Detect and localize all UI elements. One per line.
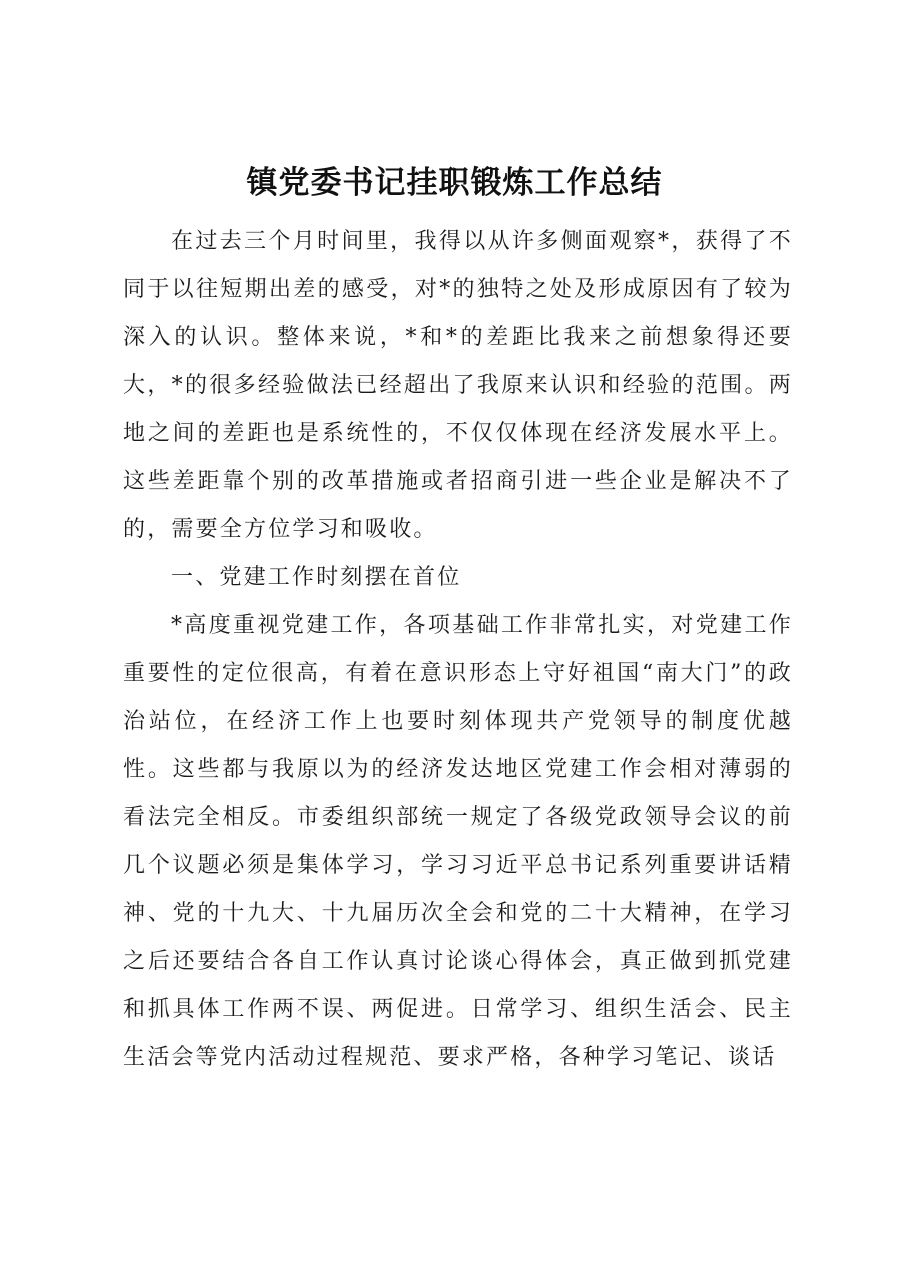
- document-title: 镇党委书记挂职锻炼工作总结: [246, 165, 663, 201]
- section-heading-party-building: 一、党建工作时刻摆在首位: [171, 565, 462, 590]
- document-body: [123, 218, 793, 1082]
- paragraph-intro: 在过去三个月时间里，我得以从许多侧面观察*，获得了不同于以往短期出差的感受，对*的独特之处及形成原因有了较为深入的认识。整体来说，*和*的差距比我来之前想象得还要大，*的很多经验做法已经超出了我原来认识和经验的范围。两地之间的差距也是系统性的，不仅仅体现在经济发展水平上。这些差距靠个别的改革措施或者招商引进一些企业是解决不了的，需要全方位学习和吸收。: [123, 229, 793, 542]
- paragraph-party-building: *高度重视党建工作，各项基础工作非常扎实，对党建工作重要性的定位很高，有着在意识形态上守好祖国“南大门”的政治站位，在经济工作上也要时刻体现共产党领导的制度优越性。这些都与我原以为的经济发达地区党建工作会相对薄弱的看法完全相反。市委组织部统一规定了各级党政领导会议的前几个议题必须是集体学习，学习习近平总书记系列重要讲话精神、党的十九大、十九届历次全会和党的二十大精神，在学习之后还要结合各自工作认真讨论谈心得体会，真正做到抓党建和抓具体工作两不误、两促进。日常学习、组织生活会、民主生活会等党内活动过程规范、要求严格，各种学习笔记、谈话: [123, 613, 793, 1070]
